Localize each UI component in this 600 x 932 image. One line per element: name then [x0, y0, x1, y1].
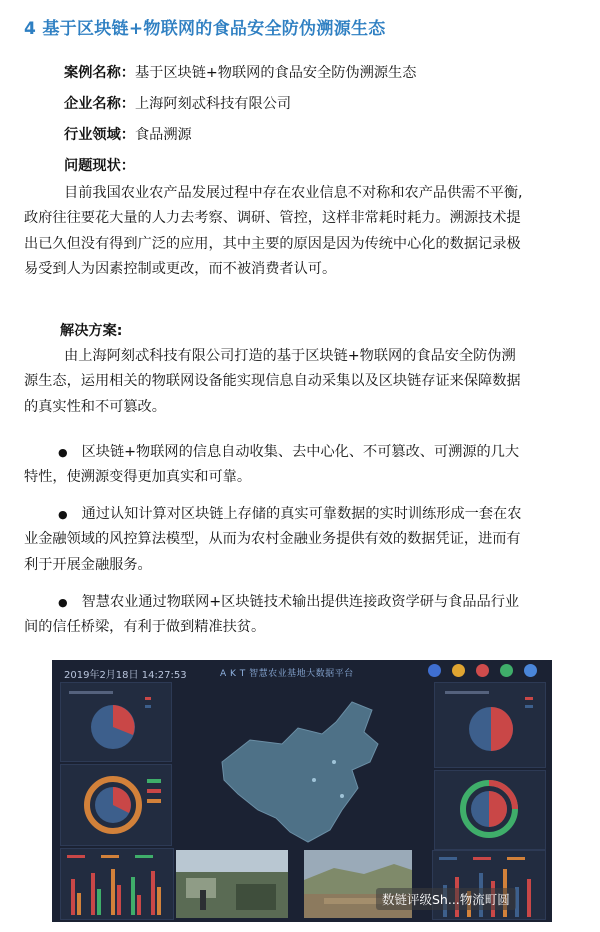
bullet-icon: ●: [58, 446, 68, 459]
dashboard-datetime: 2019年2月18日 14:27:53: [64, 670, 187, 681]
dashboard-nav-icon: [428, 664, 441, 677]
bullet-item: [24, 440, 580, 491]
pie-chart-icon: [435, 683, 545, 767]
problem-line: 目前我国农业农产品发展过程中存在农业信息不对称和农产品供需不平衡,: [64, 185, 523, 201]
problem-paragraph: [24, 181, 580, 283]
case-name-label: 案例名称：: [64, 65, 135, 81]
problem-line: 出已久但没有得到广泛的应用，其中主要的原因是因为传统中心化的数据记录极: [24, 235, 521, 252]
dashboard-nav-icon: [452, 664, 465, 677]
bullet-icon: ●: [58, 596, 68, 609]
bullet-icon: ●: [58, 508, 68, 521]
wechat-watermark: 数链评级Sh...物流町圆: [376, 888, 516, 910]
ring-chart-icon: [61, 765, 171, 845]
bullet-line: 间的信任桥梁，有利于做到精准扶贫。: [24, 619, 266, 636]
camera-feed-image: [176, 850, 288, 918]
dashboard-nav-icon: [500, 664, 513, 677]
right-mid-panel: [434, 770, 546, 850]
section-heading: 4 基于区块链+物联网的食品安全防伪溯源生态: [24, 19, 386, 39]
company-name-value: 上海阿刻忒科技有限公司: [134, 96, 292, 112]
bullet-item: [24, 502, 580, 578]
dashboard-nav-icon: [476, 664, 489, 677]
bar-chart-icon: [61, 849, 173, 919]
bullet-line: 业金融领域的风控算法模型，从而为农村金融业务提供有效的数据凭证，进而有: [24, 531, 521, 548]
bullet-line: 通过认知计算对区块链上存储的真实可靠数据的实时训练形成一套在农: [81, 506, 522, 522]
dashboard-title: A K T 智慧农业基地大数据平台: [220, 669, 354, 679]
solution-line: 由上海阿刻忒科技有限公司打造的基于区块链+物联网的食品安全防伪溯: [64, 348, 516, 364]
solution-line: 源生态，运用相关的物联网设备能实现信息自动采集以及区块链存证来保障数据: [24, 373, 521, 390]
problem-line: 易受到人为因素控制或更改，而不被消费者认可。: [24, 261, 337, 278]
industry-label: 行业领域：: [64, 127, 135, 143]
dashboard-image: [52, 660, 552, 922]
industry-row: [64, 124, 192, 144]
pie-chart-icon: [61, 683, 171, 761]
case-name-value: 基于区块链+物联网的食品安全防伪溯源生态: [134, 65, 417, 81]
bullet-line: 区块链+物联网的信息自动收集、去中心化、不可篡改、可溯源的几大: [81, 444, 520, 460]
china-map-icon: [202, 692, 412, 862]
right-top-panel: [434, 682, 546, 768]
solution-label: 解决方案:: [60, 323, 123, 339]
ring-chart-icon: [435, 771, 545, 849]
case-name-row: [64, 62, 416, 82]
left-bar-panel: [60, 848, 174, 920]
solution-paragraph: [24, 344, 580, 420]
dashboard-nav-icon: [524, 664, 537, 677]
left-top-panel: [60, 682, 172, 762]
bullet-item: [24, 590, 580, 641]
company-name-row: [64, 93, 291, 113]
bullet-line: 特性，使溯源变得更加真实和可靠。: [24, 469, 252, 486]
bullet-line: 智慧农业通过物联网+区块链技术输出提供连接政资学研与食品品行业: [81, 594, 520, 610]
problem-line: 政府往往要花大量的人力去考察、调研、管控，这样非常耗时耗力。溯源技术提: [24, 210, 521, 227]
solution-line: 的真实性和不可篡改。: [24, 398, 166, 415]
problem-label: 问题现状：: [64, 158, 135, 174]
bullet-line: 利于开展金融服务。: [24, 556, 152, 573]
company-name-label: 企业名称：: [64, 96, 135, 112]
left-mid-panel: [60, 764, 172, 846]
industry-value: 食品溯源: [134, 127, 192, 143]
